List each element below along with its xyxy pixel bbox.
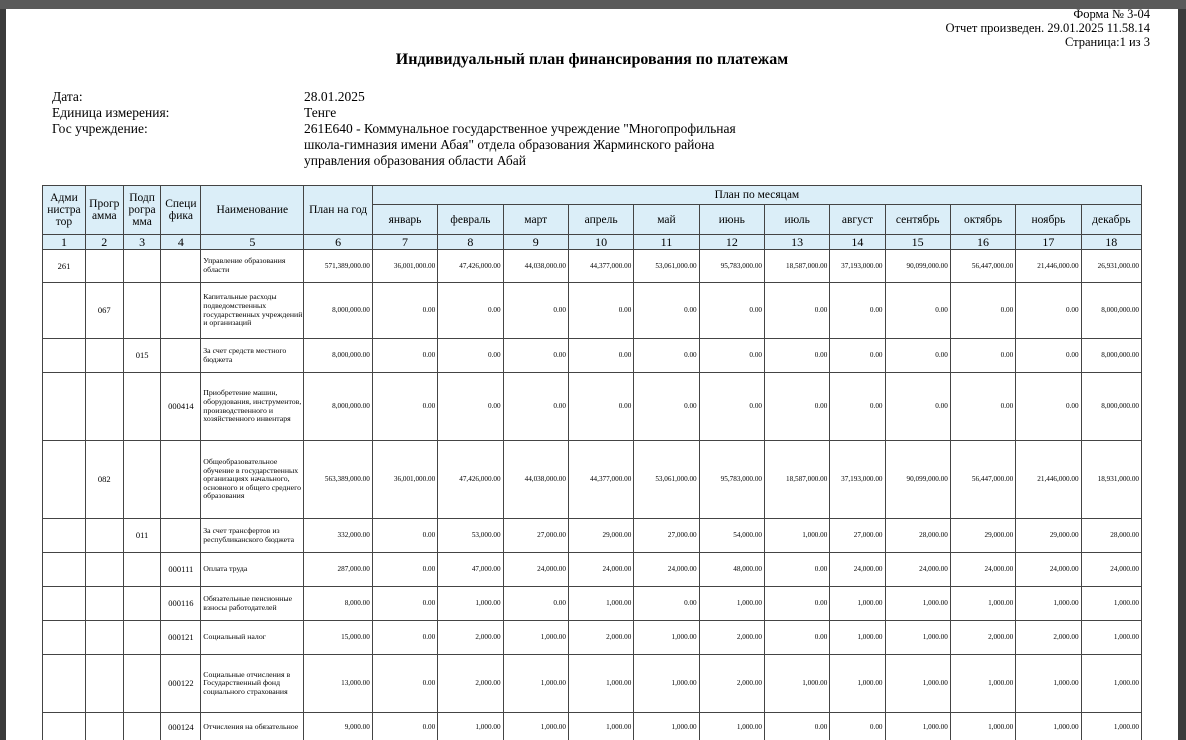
- cell-month-value: 0.00: [503, 283, 568, 339]
- report-title: Индивидуальный план финансирования по платежам: [395, 51, 789, 68]
- cell-plan-year: 563,389,000.00: [304, 441, 372, 519]
- unit-label: Единица измерения:: [52, 105, 170, 120]
- cell-subprogram: [123, 373, 161, 441]
- cell-month-value: 18,931,000.00: [1081, 441, 1141, 519]
- cell-month-value: 1,000.00: [1081, 587, 1141, 621]
- cell-subprogram: [123, 621, 161, 655]
- column-number: 1: [43, 235, 86, 250]
- table-row: [43, 519, 1142, 553]
- cell-subprogram: 015: [123, 339, 161, 373]
- cell-month-value: 1,000.00: [950, 655, 1015, 713]
- cell-month-value: 24,000.00: [950, 553, 1015, 587]
- column-number: 2: [85, 235, 123, 250]
- cell-month-value: 2,000.00: [699, 655, 764, 713]
- cell-specifics: 000414: [161, 373, 201, 441]
- header-month: июнь: [699, 205, 764, 235]
- cell-month-value: 1,000.00: [568, 655, 633, 713]
- cell-subprogram: [123, 250, 161, 283]
- cell-month-value: 28,000.00: [885, 519, 950, 553]
- cell-month-value: 0.00: [438, 373, 503, 441]
- header-month: октябрь: [950, 205, 1015, 235]
- cell-month-value: 1,000.00: [503, 713, 568, 740]
- cell-month-value: 36,001,000.00: [372, 250, 437, 283]
- cell-month-value: 0.00: [699, 283, 764, 339]
- cell-admin: [43, 553, 86, 587]
- cell-month-value: 47,426,000.00: [438, 441, 503, 519]
- cell-month-value: 53,061,000.00: [634, 441, 699, 519]
- column-number: 8: [438, 235, 503, 250]
- cell-month-value: 0.00: [885, 283, 950, 339]
- institution-label: Гос учреждение:: [52, 121, 148, 136]
- cell-month-value: 56,447,000.00: [950, 250, 1015, 283]
- cell-month-value: 1,000.00: [634, 655, 699, 713]
- cell-name: Социальные отчисления в Государственный фонд социального страхования: [201, 655, 304, 713]
- cell-month-value: 1,000.00: [634, 713, 699, 740]
- cell-month-value: 1,000.00: [699, 587, 764, 621]
- column-number: 11: [634, 235, 699, 250]
- cell-month-value: 0.00: [950, 283, 1015, 339]
- cell-admin: 261: [43, 250, 86, 283]
- cell-month-value: 0.00: [830, 373, 885, 441]
- cell-month-value: 0.00: [765, 587, 830, 621]
- cell-month-value: 24,000.00: [1081, 553, 1141, 587]
- cell-month-value: 29,000.00: [568, 519, 633, 553]
- cell-month-value: 0.00: [372, 655, 437, 713]
- column-number: 18: [1081, 235, 1141, 250]
- cell-month-value: 0.00: [765, 339, 830, 373]
- cell-month-value: 44,377,000.00: [568, 441, 633, 519]
- cell-month-value: 2,000.00: [950, 621, 1015, 655]
- cell-name: За счет трансфертов из республиканского бюджета: [201, 519, 304, 553]
- cell-specifics: [161, 283, 201, 339]
- cell-month-value: 28,000.00: [1081, 519, 1141, 553]
- cell-admin: [43, 339, 86, 373]
- cell-admin: [43, 441, 86, 519]
- column-number: 6: [304, 235, 372, 250]
- cell-admin: [43, 655, 86, 713]
- cell-month-value: 1,000.00: [1016, 587, 1081, 621]
- cell-month-value: 53,000.00: [438, 519, 503, 553]
- cell-month-value: 44,038,000.00: [503, 441, 568, 519]
- cell-month-value: 27,000.00: [503, 519, 568, 553]
- report-page: [6, 9, 1178, 740]
- cell-subprogram: [123, 441, 161, 519]
- column-number: 3: [123, 235, 161, 250]
- table-row: [43, 250, 1142, 283]
- cell-month-value: 0.00: [830, 283, 885, 339]
- cell-month-value: 1,000.00: [765, 655, 830, 713]
- cell-month-value: 0.00: [765, 713, 830, 740]
- cell-program: [85, 250, 123, 283]
- cell-month-value: 36,001,000.00: [372, 441, 437, 519]
- cell-specifics: [161, 441, 201, 519]
- cell-program: [85, 339, 123, 373]
- cell-month-value: 0.00: [765, 283, 830, 339]
- header-month: март: [503, 205, 568, 235]
- cell-month-value: 1,000.00: [950, 713, 1015, 740]
- column-number: 14: [830, 235, 885, 250]
- header-month: февраль: [438, 205, 503, 235]
- cell-month-value: 56,447,000.00: [950, 441, 1015, 519]
- cell-plan-year: 15,000.00: [304, 621, 372, 655]
- header-month: июль: [765, 205, 830, 235]
- cell-month-value: 0.00: [372, 553, 437, 587]
- header-month: январь: [372, 205, 437, 235]
- produced-timestamp: Отчет произведен. 29.01.2025 11.58.14: [945, 21, 1150, 35]
- header-plan-months: План по месяцам: [372, 186, 1141, 205]
- cell-month-value: 0.00: [634, 587, 699, 621]
- cell-name: Социальный налог: [201, 621, 304, 655]
- cell-month-value: 1,000.00: [503, 655, 568, 713]
- cell-month-value: 1,000.00: [699, 713, 764, 740]
- date-label: Дата:: [52, 89, 83, 104]
- cell-month-value: 0.00: [568, 283, 633, 339]
- cell-month-value: 0.00: [372, 713, 437, 740]
- cell-name: Отчисления на обязательное: [201, 713, 304, 740]
- cell-month-value: 95,783,000.00: [699, 441, 764, 519]
- cell-plan-year: 9,000.00: [304, 713, 372, 740]
- cell-program: [85, 587, 123, 621]
- cell-plan-year: 8,000,000.00: [304, 373, 372, 441]
- cell-plan-year: 8,000,000.00: [304, 339, 372, 373]
- cell-month-value: 0.00: [634, 339, 699, 373]
- cell-month-value: 1,000.00: [438, 587, 503, 621]
- cell-admin: [43, 713, 86, 740]
- cell-month-value: 0.00: [372, 339, 437, 373]
- cell-subprogram: [123, 655, 161, 713]
- cell-month-value: 24,000.00: [1016, 553, 1081, 587]
- institution-line: управления образования области Абай: [304, 153, 526, 168]
- cell-month-value: 0.00: [372, 621, 437, 655]
- cell-admin: [43, 621, 86, 655]
- cell-month-value: 1,000.00: [885, 621, 950, 655]
- cell-month-value: 44,377,000.00: [568, 250, 633, 283]
- cell-month-value: 2,000.00: [568, 621, 633, 655]
- table-body: [43, 250, 1142, 740]
- cell-month-value: 1,000.00: [634, 621, 699, 655]
- cell-month-value: 27,000.00: [830, 519, 885, 553]
- cell-subprogram: [123, 587, 161, 621]
- cell-month-value: 0.00: [765, 621, 830, 655]
- header-month: август: [830, 205, 885, 235]
- cell-month-value: 90,099,000.00: [885, 250, 950, 283]
- column-number: 13: [765, 235, 830, 250]
- cell-month-value: 21,446,000.00: [1016, 250, 1081, 283]
- cell-specifics: [161, 519, 201, 553]
- table-row: [43, 587, 1142, 621]
- cell-month-value: 0.00: [438, 283, 503, 339]
- column-number: 16: [950, 235, 1015, 250]
- report-meta: [946, 9, 1150, 49]
- viewer-top-bar: [0, 0, 1186, 9]
- cell-month-value: 8,000,000.00: [1081, 373, 1141, 441]
- cell-program: [85, 621, 123, 655]
- page-counter: Страница:1 из 3: [1064, 35, 1150, 49]
- cell-specifics: [161, 250, 201, 283]
- cell-month-value: 21,446,000.00: [1016, 441, 1081, 519]
- cell-month-value: 47,000.00: [438, 553, 503, 587]
- cell-specifics: 000122: [161, 655, 201, 713]
- cell-month-value: 0.00: [950, 373, 1015, 441]
- cell-subprogram: [123, 553, 161, 587]
- cell-program: [85, 519, 123, 553]
- cell-month-value: 2,000.00: [438, 621, 503, 655]
- cell-program: [85, 553, 123, 587]
- cell-plan-year: 13,000.00: [304, 655, 372, 713]
- cell-month-value: 8,000,000.00: [1081, 283, 1141, 339]
- cell-month-value: 27,000.00: [634, 519, 699, 553]
- header-program: Прогр амма: [85, 186, 123, 235]
- cell-month-value: 2,000.00: [699, 621, 764, 655]
- cell-month-value: 0.00: [1016, 283, 1081, 339]
- cell-month-value: 24,000.00: [885, 553, 950, 587]
- cell-month-value: 29,000.00: [950, 519, 1015, 553]
- cell-admin: [43, 519, 86, 553]
- column-number: 5: [201, 235, 304, 250]
- header-subprogram: Подп рогра мма: [123, 186, 161, 235]
- cell-admin: [43, 283, 86, 339]
- cell-month-value: 1,000.00: [503, 621, 568, 655]
- cell-month-value: 1,000.00: [950, 587, 1015, 621]
- institution-line: школа-гимназия имени Абая" отдела образования Жарминского района: [304, 137, 715, 152]
- cell-month-value: 1,000.00: [438, 713, 503, 740]
- table-row: [43, 713, 1142, 740]
- header-month: ноябрь: [1016, 205, 1081, 235]
- institution-value: [304, 121, 774, 169]
- cell-month-value: 18,587,000.00: [765, 250, 830, 283]
- column-number: 15: [885, 235, 950, 250]
- cell-month-value: 0.00: [950, 339, 1015, 373]
- table-row: [43, 373, 1142, 441]
- cell-subprogram: 011: [123, 519, 161, 553]
- table-row: [43, 621, 1142, 655]
- column-number: 10: [568, 235, 633, 250]
- table-row: [43, 655, 1142, 713]
- column-number: 9: [503, 235, 568, 250]
- cell-month-value: 24,000.00: [568, 553, 633, 587]
- cell-month-value: 47,426,000.00: [438, 250, 503, 283]
- cell-month-value: 37,193,000.00: [830, 441, 885, 519]
- cell-name: Обязательные пенсионные взносы работодателей: [201, 587, 304, 621]
- cell-name: За счет средств местного бюджета: [201, 339, 304, 373]
- cell-month-value: 0.00: [885, 373, 950, 441]
- header-admin: Адми нистра тор: [43, 186, 86, 235]
- cell-name: Управление образования области: [201, 250, 304, 283]
- cell-month-value: 0.00: [503, 339, 568, 373]
- cell-month-value: 1,000.00: [830, 587, 885, 621]
- cell-specifics: 000121: [161, 621, 201, 655]
- cell-month-value: 1,000.00: [568, 587, 633, 621]
- cell-subprogram: [123, 283, 161, 339]
- cell-plan-year: 332,000.00: [304, 519, 372, 553]
- cell-month-value: 0.00: [699, 373, 764, 441]
- cell-plan-year: 287,000.00: [304, 553, 372, 587]
- cell-specifics: 000116: [161, 587, 201, 621]
- cell-month-value: 1,000.00: [568, 713, 633, 740]
- cell-month-value: 1,000.00: [1081, 655, 1141, 713]
- header-month: декабрь: [1081, 205, 1141, 235]
- cell-month-value: 0.00: [1016, 373, 1081, 441]
- cell-month-value: 24,000.00: [634, 553, 699, 587]
- cell-plan-year: 8,000.00: [304, 587, 372, 621]
- header-specifics: Специ фика: [161, 186, 201, 235]
- cell-month-value: 1,000.00: [1081, 713, 1141, 740]
- cell-month-value: 0.00: [372, 587, 437, 621]
- column-number: 7: [372, 235, 437, 250]
- cell-month-value: 0.00: [765, 373, 830, 441]
- cell-plan-year: 8,000,000.00: [304, 283, 372, 339]
- table-row: [43, 283, 1142, 339]
- cell-month-value: 1,000.00: [830, 655, 885, 713]
- column-number: 4: [161, 235, 201, 250]
- cell-month-value: 90,099,000.00: [885, 441, 950, 519]
- cell-month-value: 0.00: [1016, 339, 1081, 373]
- cell-month-value: 0.00: [568, 373, 633, 441]
- cell-month-value: 8,000,000.00: [1081, 339, 1141, 373]
- cell-month-value: 1,000.00: [885, 587, 950, 621]
- table-row: [43, 441, 1142, 519]
- cell-month-value: 37,193,000.00: [830, 250, 885, 283]
- cell-month-value: 44,038,000.00: [503, 250, 568, 283]
- date-value: 28.01.2025: [304, 89, 365, 104]
- cell-month-value: 0.00: [765, 553, 830, 587]
- cell-month-value: 1,000.00: [1016, 713, 1081, 740]
- table-row: [43, 339, 1142, 373]
- header-plan-year: План на год: [304, 186, 372, 235]
- cell-month-value: 1,000.00: [1081, 621, 1141, 655]
- cell-month-value: 0.00: [699, 339, 764, 373]
- cell-plan-year: 571,389,000.00: [304, 250, 372, 283]
- cell-month-value: 0.00: [503, 373, 568, 441]
- cell-name: Капитальные расходы подведомственных государственных учреждений и организаций: [201, 283, 304, 339]
- cell-month-value: 54,000.00: [699, 519, 764, 553]
- cell-month-value: 0.00: [830, 339, 885, 373]
- column-number: 17: [1016, 235, 1081, 250]
- cell-name: Оплата труда: [201, 553, 304, 587]
- cell-specifics: [161, 339, 201, 373]
- cell-month-value: 0.00: [372, 519, 437, 553]
- cell-month-value: 1,000.00: [765, 519, 830, 553]
- cell-program: [85, 655, 123, 713]
- cell-month-value: 2,000.00: [1016, 621, 1081, 655]
- cell-month-value: 0.00: [438, 339, 503, 373]
- table-row: [43, 553, 1142, 587]
- cell-month-value: 1,000.00: [885, 655, 950, 713]
- cell-month-value: 1,000.00: [830, 621, 885, 655]
- cell-month-value: 29,000.00: [1016, 519, 1081, 553]
- cell-specifics: 000111: [161, 553, 201, 587]
- cell-month-value: 1,000.00: [1016, 655, 1081, 713]
- cell-month-value: 24,000.00: [503, 553, 568, 587]
- cell-name: Приобретение машин, оборудования, инструментов, производственного и хозяйственного инвентаря: [201, 373, 304, 441]
- cell-month-value: 24,000.00: [830, 553, 885, 587]
- unit-value: Тенге: [304, 105, 337, 120]
- cell-admin: [43, 373, 86, 441]
- cell-month-value: 0.00: [503, 587, 568, 621]
- column-number: 12: [699, 235, 764, 250]
- form-number: Форма № 3-04: [1073, 9, 1150, 21]
- cell-month-value: 0.00: [634, 283, 699, 339]
- cell-subprogram: [123, 713, 161, 740]
- cell-program: [85, 713, 123, 740]
- cell-program: 067: [85, 283, 123, 339]
- cell-name: Общеобразовательное обучение в государственных организациях начального, основного и общего среднего образования: [201, 441, 304, 519]
- cell-month-value: 26,931,000.00: [1081, 250, 1141, 283]
- cell-program: [85, 373, 123, 441]
- cell-month-value: 18,587,000.00: [765, 441, 830, 519]
- cell-month-value: 0.00: [372, 283, 437, 339]
- cell-month-value: 1,000.00: [885, 713, 950, 740]
- cell-month-value: 53,061,000.00: [634, 250, 699, 283]
- cell-month-value: 95,783,000.00: [699, 250, 764, 283]
- header-month: сентябрь: [885, 205, 950, 235]
- cell-month-value: 0.00: [885, 339, 950, 373]
- cell-month-value: 0.00: [830, 713, 885, 740]
- financing-plan-table: [42, 185, 1142, 740]
- cell-month-value: 48,000.00: [699, 553, 764, 587]
- cell-month-value: 0.00: [372, 373, 437, 441]
- cell-program: 082: [85, 441, 123, 519]
- header-month: апрель: [568, 205, 633, 235]
- cell-month-value: 0.00: [568, 339, 633, 373]
- header-month: май: [634, 205, 699, 235]
- cell-specifics: 000124: [161, 713, 201, 740]
- cell-month-value: 0.00: [634, 373, 699, 441]
- institution-line: 261E640 - Коммунальное государственное учреждение "Многопрофильная: [304, 121, 736, 136]
- header-name: Наименование: [201, 186, 304, 235]
- cell-admin: [43, 587, 86, 621]
- cell-month-value: 2,000.00: [438, 655, 503, 713]
